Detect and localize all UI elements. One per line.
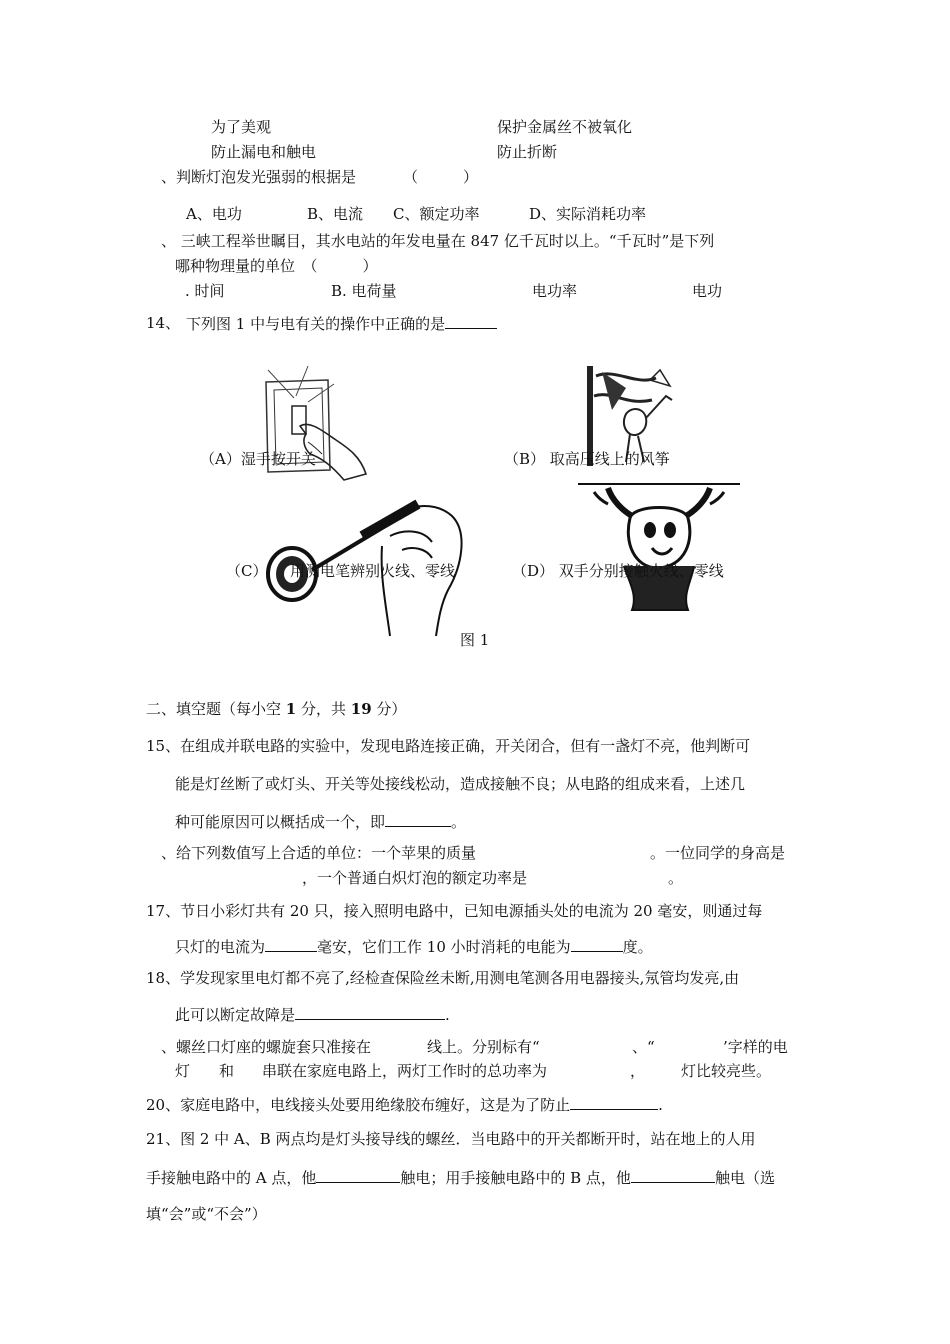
figure-caption: 图 1 — [460, 631, 490, 649]
section-title-a: 二、填空题（每小空 — [146, 700, 286, 718]
q19-line1b: 线上。分别标有“ — [427, 1038, 540, 1056]
q17-line2a: 只灯的电流为 — [175, 938, 266, 956]
q21-line2 — [146, 1170, 775, 1186]
q21-line2a: 手接触电路中的 A 点，他 — [146, 1169, 317, 1187]
figure-label-c: 用测电笔辨别火线、零线 — [290, 562, 456, 580]
q15-answer-blank — [385, 814, 451, 827]
figure-label-a: （A）湿手按开关 — [200, 450, 316, 468]
section-title-c: 分） — [371, 700, 407, 718]
q20-text: 20、家庭电路中，电线接头处要用绝缘胶布缠好，这是为了防止 — [146, 1096, 571, 1114]
q15-line1: 15、在组成并联电路的实验中，发现电路连接正确，开关闭合，但有一盏灯不亮，他判断可 — [146, 737, 751, 755]
q19-line2a: 灯 — [175, 1062, 191, 1080]
q21-line1: 21、图 2 中 A、B 两点均是灯头接导线的螺丝．当电路中的开关都断开时，站在地上的人用 — [146, 1130, 756, 1148]
q19-line1d: ’字样的电 — [723, 1038, 788, 1056]
q21-line2b: 触电；用手接触电路中的 B 点，他 — [400, 1169, 631, 1187]
q13-option-a: . 时间 — [185, 282, 225, 300]
q12-option-c: C、额定功率 — [393, 205, 480, 223]
q21-line3: 填“会”或“不会”） — [146, 1205, 267, 1223]
q15-line3-text: 种可能原因可以概括成一个，即 — [175, 813, 386, 831]
q20-line — [146, 1097, 663, 1113]
option-b-text: 保护金属丝不被氧化 — [497, 118, 633, 136]
q18-answer-blank — [295, 1007, 445, 1020]
q12-option-a: A、电功 — [186, 205, 242, 223]
q19-line2e: 灯比较亮些。 — [681, 1062, 772, 1080]
q17-blank-current — [265, 939, 317, 952]
q14-line — [186, 316, 497, 332]
q19-line1c: 、“ — [632, 1038, 655, 1056]
option-c-text: 防止漏电和触电 — [211, 143, 317, 161]
figure-label-c-prefix: （C） — [226, 562, 268, 580]
section-title — [146, 702, 406, 717]
q20-answer-blank — [570, 1097, 658, 1110]
figure-label-b: （B） 取高压线上的风筝 — [504, 450, 670, 468]
q14-stem: 下列图 1 中与电有关的操作中正确的是 — [186, 315, 446, 333]
q21-blank-a — [316, 1170, 400, 1183]
q21-line2c: 触电（选 — [714, 1169, 775, 1187]
section-title-b: 分，共 — [296, 700, 351, 718]
q16-line2b: 。 — [668, 869, 684, 887]
q13-option-c: 电功率 — [532, 282, 578, 300]
q15-line2: 能是灯丝断了或灯头、开关等处接线松动，造成接触不良；从电路的组成来看，上述几 — [175, 775, 746, 793]
q20-end: . — [658, 1096, 663, 1114]
option-d-text: 防止折断 — [497, 143, 558, 161]
q19-line1a: 、螺丝口灯座的螺旋套只准接在 — [161, 1038, 372, 1056]
section-points-each: 1 — [285, 700, 297, 718]
q19-line2c: 串联在家庭电路上，两灯工作时的总功率为 — [262, 1062, 548, 1080]
q17-line2b: 毫安，它们工作 10 小时消耗的电能为 — [317, 938, 571, 956]
q13-option-b: B. 电荷量 — [331, 282, 397, 300]
q13-line2: 哪种物理量的单位 （ ） — [175, 257, 378, 275]
q16-line1b: 。一位同学的身高是 — [650, 844, 786, 862]
section-points-total: 19 — [350, 700, 372, 718]
q19-line2d: ， — [630, 1062, 646, 1080]
q21-blank-b — [631, 1170, 715, 1183]
q18-line2 — [175, 1007, 450, 1023]
q12-answer-paren: （ ） — [403, 168, 479, 186]
q16-line1a: 、给下列数值写上合适的单位：一个苹果的质量 — [161, 844, 477, 862]
q18-line2b: . — [445, 1006, 450, 1024]
figure-label-d: （D） 双手分别接触火线、零线 — [512, 562, 724, 580]
hands-touching-wires-illustration — [578, 482, 740, 612]
q17-blank-energy — [571, 939, 623, 952]
q12-option-d: D、实际消耗功率 — [529, 205, 647, 223]
q15-line3-end: 。 — [451, 813, 467, 831]
q16-line2a: ，一个普通白炽灯泡的额定功率是 — [302, 869, 528, 887]
q18-line2a: 此可以断定故障是 — [175, 1006, 296, 1024]
option-a-text: 为了美观 — [211, 118, 272, 136]
q13-option-d: 电功 — [692, 282, 723, 300]
q14-answer-blank — [445, 316, 497, 329]
q12-stem: 、判断灯泡发光强弱的根据是 — [161, 168, 357, 186]
q14-number: 14、 — [146, 314, 181, 332]
q12-option-b: B、电流 — [307, 205, 364, 223]
q17-line2c: 度。 — [622, 938, 653, 956]
q19-line2b: 和 — [219, 1062, 235, 1080]
q13-line1: 、 三峡工程举世瞩目，其水电站的年发电量在 847 亿千瓦时以上。“千瓦时”是下列 — [161, 232, 715, 250]
q18-line1: 18、学发现家里电灯都不亮了,经检查保险丝未断,用测电笔测各用电器接头,氖管均发亮,由 — [146, 969, 740, 987]
q17-line1: 17、节日小彩灯共有 20 只，接入照明电路中，已知电源插头处的电流为 20 毫安，则通过每 — [146, 902, 763, 920]
q15-line3 — [175, 814, 466, 830]
q17-line2 — [175, 939, 653, 955]
